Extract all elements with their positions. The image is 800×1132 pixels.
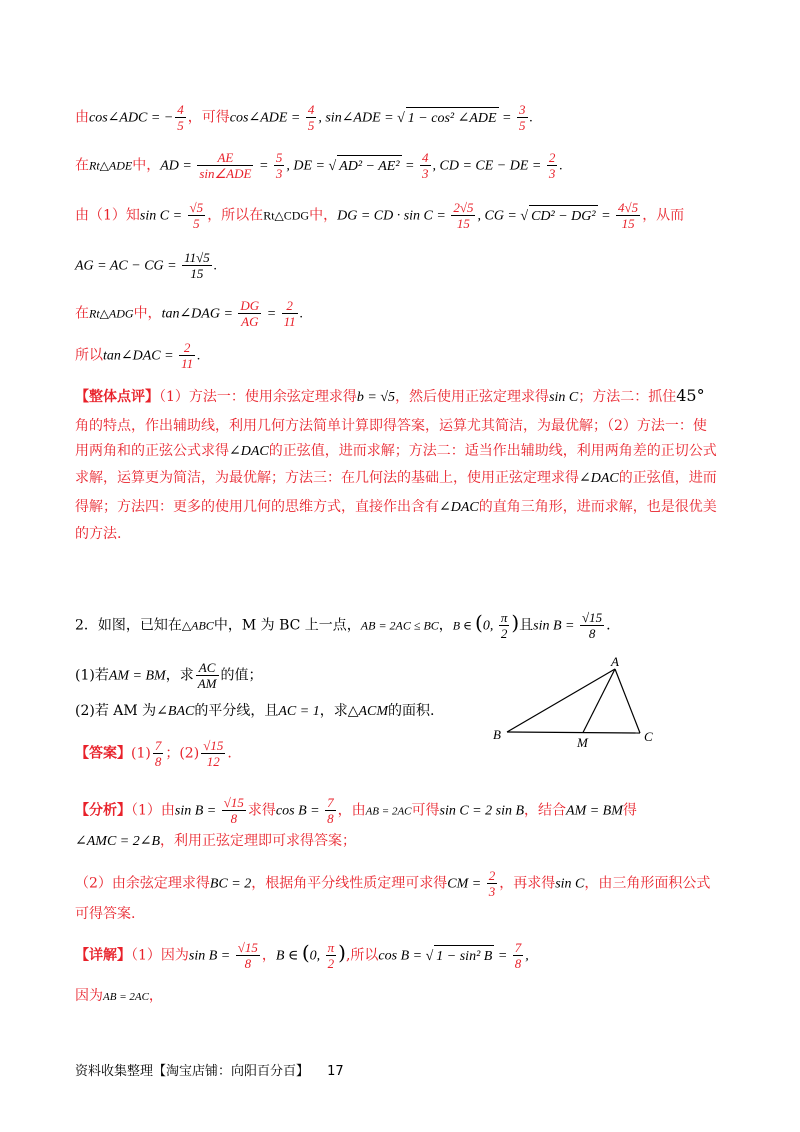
analysis-line-2: ∠AMC = 2∠B，利用正弦定理即可求得答案； (75, 833, 357, 849)
segment-BC (507, 732, 640, 733)
detail-line-1: 【详解】（1）因为sin B = $\frac{√15}{8}$ ，B ∈ (0, $\frac{\pi}{2}$ ),所以cos B = √ 1 − sin² B = $\frac{7}{8}$ , (75, 940, 740, 971)
math: cos∠ADC = − (89, 110, 174, 126)
review-line-6: 的方法. (75, 526, 122, 542)
question-2-stem: 2．如图，已知在△ABC中，M 为 BC 上一点，AB = 2AC ≤ BC，B ∈ (0, $\frac{\pi}{2}$ )且sin B = $\frac{√15}{8}$ . (75, 610, 611, 641)
analysis-line-4: 可得答案. (75, 906, 136, 922)
segment-AC (615, 669, 640, 733)
math: Rt△ADE (89, 158, 133, 173)
label-B: B (493, 727, 501, 742)
review-line-4: 求解，运算更为简洁，为最优解；方法三：在几何法的基础上，使用正弦定理求得∠DAC的正弦值，进而 (75, 470, 717, 486)
label-A: A (611, 655, 619, 669)
fraction: $\frac{3}{5}$ (519, 102, 526, 133)
label-M: M (577, 735, 588, 750)
page-number: 17 (327, 1064, 344, 1079)
solution-line-3: 由（1）知sin C = $\frac{√5}{5}$ ，所以在Rt△CDG中，DG = CD · sin C = $\frac{2√5}{15}$ , CG = √ CD² − DG² = $\frac{4√5}{15}$ ，从而 (75, 200, 740, 231)
solution-line-6: 所以tan∠DAC = $\frac{2}{11}$ . (75, 340, 201, 371)
label-C: C (644, 729, 653, 744)
sqrt (397, 111, 405, 126)
detail-tag: 【详解】 (75, 947, 131, 964)
review-line-5: 得解；方法四：更多的使用几何的思维方式，直接作出含有∠DAC的直角三角形，进而求解，也是很优美 (75, 499, 717, 515)
analysis-tag: 【分析】 (75, 802, 131, 819)
answer-tag: 【答案】 (75, 745, 131, 762)
solution-line-1: 由cos∠ADC = − $\frac{4}{5}$ ，可得cos∠ADE = $\frac{4}{5}$ , sin∠ADE = √ 1 − cos² ∠ADE = $\frac{3}{5}$ . (75, 102, 740, 133)
solution-line-5: 在Rt△ADG中，tan∠DAG = $\frac{DG}{AG}$ = $\frac{2}{11}$ . (75, 298, 304, 329)
analysis-line-1: 【分析】（1）由sin B = $\frac{√15}{8}$ 求得cos B = $\frac{7}{8}$ ，由AB = 2AC可得sin C = 2 sin B，结合AM = BM得 (75, 795, 637, 826)
fraction: $\frac{4}{5}$ (177, 102, 184, 133)
math: cos∠ADE = (229, 110, 304, 126)
text: 由 (75, 109, 89, 126)
page-footer (75, 1060, 344, 1079)
solution-line-2: 在Rt△ADE中，AD = $\frac{AE}{\text{sin∠ADE}}$ = $\frac{5}{3}$ , DE = √ AD² − AE² = $\frac{4}{3}$ , CD = CE − DE = $\frac{2}{3}$ . (75, 150, 740, 181)
question-2-part-2: (2)若 AM 为∠BAC的平分线，且AC = 1，求△ACM的面积. (75, 703, 435, 719)
text: ，可得 (187, 109, 230, 126)
math: , sin∠ADE = (318, 110, 398, 126)
review-tag: 【整体点评】 (75, 389, 159, 405)
footer-source: 资料收集整理【淘宝店铺：向阳百分百】 (75, 1064, 310, 1079)
fraction: $\frac{4}{5}$ (307, 102, 315, 133)
analysis-line-3: （2）由余弦定理求得BC = 2，根据角平分线性质定理可求得CM = $\frac{2}{3}$ ，再求得sin C，由三角形面积公式 (75, 868, 711, 899)
detail-line-2: 因为AB = 2AC， (75, 988, 163, 1004)
review-line-2: 角的特点，作出辅助线，利用几何方法简单计算即得答案，运算尤其简洁，为最优解；（2）方法一：使 (75, 418, 707, 434)
question-2-part-1: (1)若AM = BM，求 $\frac{AC}{AM}$ 的值； (75, 660, 263, 691)
review-line-3: 用两角和的正弦公式求得∠DAC的正弦值，进而求解；方法二：适当作出辅助线，利用两角差的正切公式 (75, 443, 717, 459)
math: 1 − cos² ∠ADE (406, 107, 499, 130)
fraction: $\frac{AE}{\text{sin∠ADE}}$ (199, 150, 252, 181)
triangle-figure (485, 655, 665, 750)
solution-line-4: AG = AC − CG = $\frac{11√5}{15}$ . (75, 250, 218, 281)
answer-line: 【答案】(1) $\frac{7}{8}$ ；(2) $\frac{√15}{12}$ . (75, 738, 232, 769)
review-line-1: 【整体点评】（1）方法一：使用余弦定理求得b = √5，然后使用正弦定理求得sin C；方法二：抓住45° (75, 386, 705, 405)
